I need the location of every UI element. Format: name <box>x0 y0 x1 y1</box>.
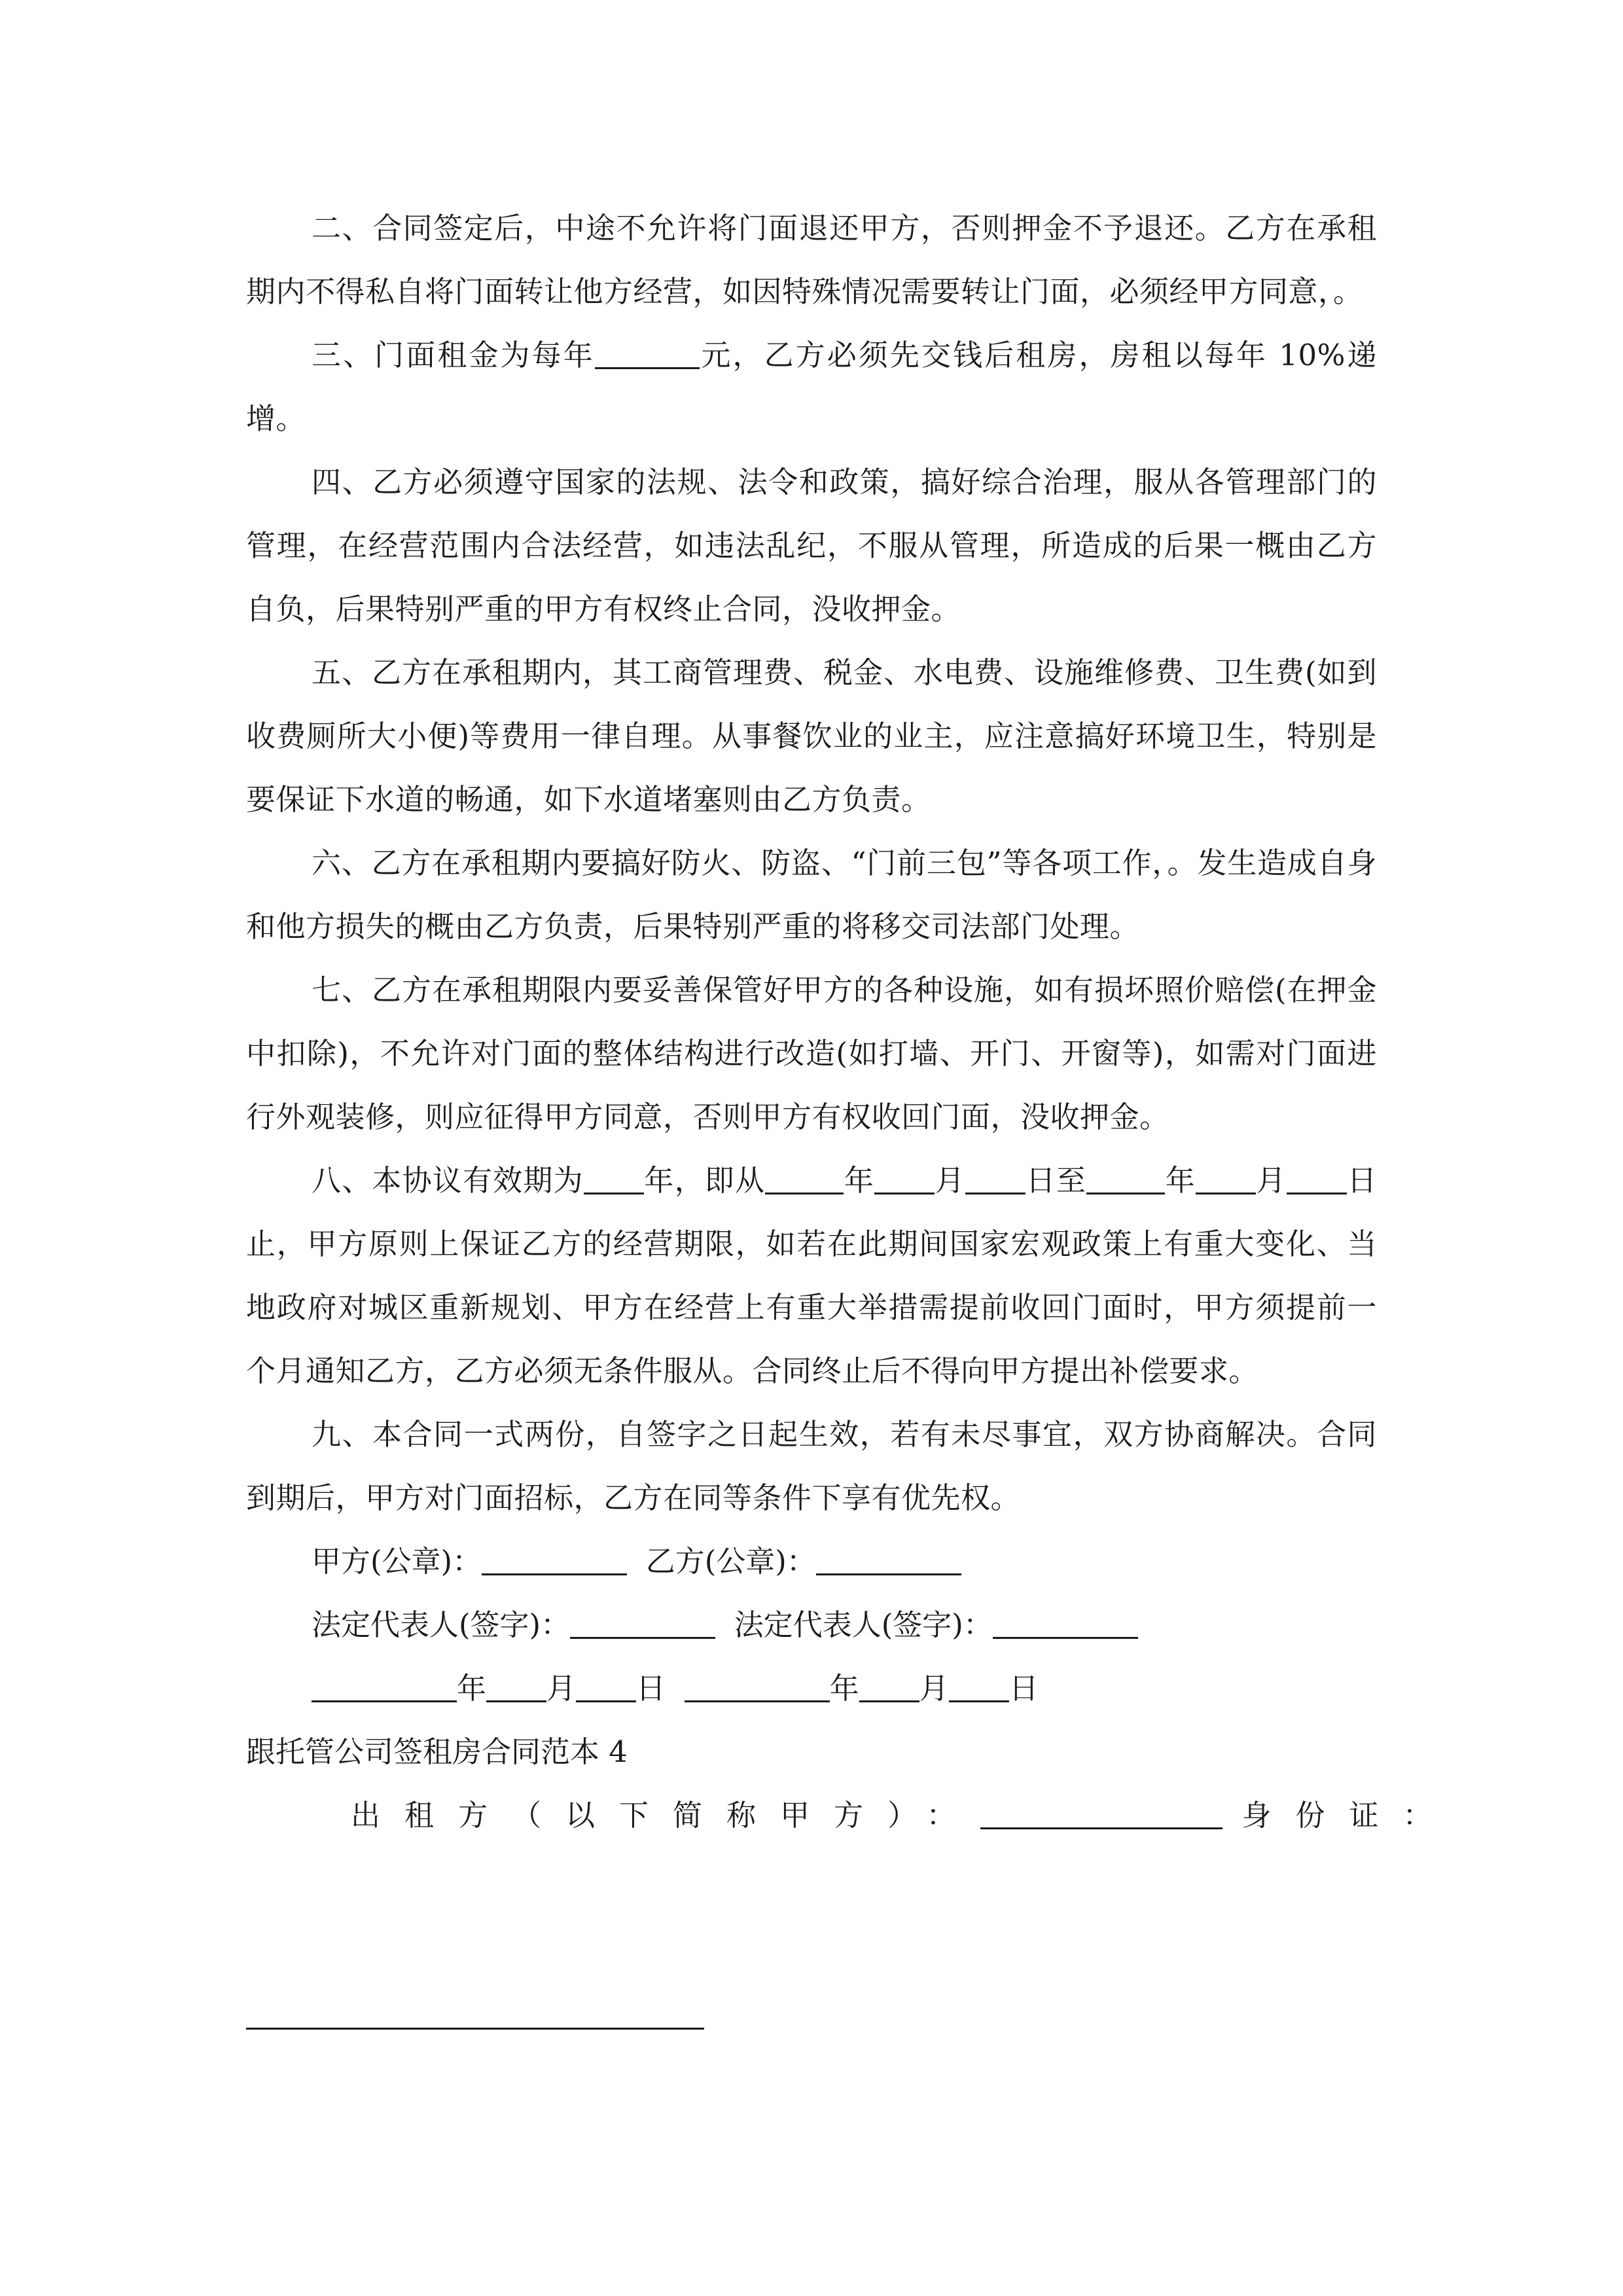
clause-5: 五、乙方在承租期内，其工商管理费、税金、水电费、设施维修费、卫生费(如到收费厕所大小便)等费用一律自理。从事餐饮业的业主，应注意搞好环境卫生，特别是要保证下水道的畅通，如下水道堵塞则由乙方负责。 <box>246 655 1377 817</box>
date-b-month-label: 月 <box>919 1671 949 1706</box>
date-a-year-label: 年 <box>457 1671 487 1706</box>
clause-8-to-label: 日至 <box>1025 1163 1087 1198</box>
id-card-label: 身份证： <box>1241 1798 1457 1833</box>
date-a-month-blank <box>486 1670 546 1702</box>
clause-4: 四、乙方必须遵守国家的法规、法令和政策，搞好综合治理，服从各管理部门的管理，在经营范围内合法经营，如违法乱纪，不服从管理，所造成的后果一概由乙方自负，后果特别严重的甲方有权终止合同，没收押金。 <box>246 465 1377 626</box>
clause-8-year-1: 年 <box>844 1163 875 1198</box>
rep-a-blank <box>570 1607 715 1639</box>
seal-line <box>246 1530 1377 1593</box>
rep-a-label: 法定代表人(签字)： <box>312 1607 571 1642</box>
date-b-day-label: 日 <box>1008 1671 1039 1706</box>
party-a-seal-blank <box>482 1543 627 1575</box>
clause-2: 二、合同签定后，中途不允许将门面退还甲方，否则押金不予退还。乙方在承租期内不得私自将门面转让他方经营，如因特殊情况需要转让门面，必须经甲方同意，。 <box>246 211 1377 309</box>
id-number-blank <box>246 2028 704 2030</box>
lessor-label: 出租方（以下简称甲方）： <box>351 1798 980 1833</box>
date-a-day-label: 日 <box>636 1671 666 1706</box>
clause-7: 七、乙方在承租期限内要妥善保管好甲方的各种设施，如有损坏照价赔偿(在押金中扣除)，不允许对门面的整体结构进行改造(如打墙、开门、开窗等)，如需对门面进行外观装修，则应征得甲方同意，否则甲方有权收回门面，没收押金。 <box>246 973 1377 1134</box>
date-a-month-label: 月 <box>546 1671 577 1706</box>
date-a-year-blank <box>312 1670 457 1702</box>
party-b-seal-label: 乙方(公章)： <box>645 1544 816 1579</box>
start-month-blank <box>874 1162 935 1194</box>
next-contract-title: 跟托管公司签租房合同范本 4 <box>246 1734 628 1769</box>
end-month-blank <box>1196 1162 1256 1194</box>
clause-3-start: 三、门面租金为每年 <box>312 338 595 372</box>
date-line <box>246 1657 1377 1720</box>
date-b-day-blank <box>949 1670 1009 1702</box>
clause-3 <box>246 323 1377 450</box>
rep-b-blank <box>993 1607 1138 1639</box>
start-day-blank <box>965 1162 1026 1194</box>
clause-8-month-2: 月 <box>1255 1163 1287 1198</box>
term-years-blank <box>584 1162 644 1194</box>
rep-b-label: 法定代表人(签字)： <box>734 1607 993 1642</box>
clause-8-from-label: 年，即从 <box>643 1163 766 1198</box>
rent-amount-blank <box>595 337 700 369</box>
end-day-blank <box>1287 1162 1347 1194</box>
clause-8-rest: 日止，甲方原则上保证乙方的经营期限，如若在此期间国家宏观政策上有重大变化、当地政府对城区重新规划、甲方在经营上有重大举措需提前收回门面时，甲方须提前一个月通知乙方，乙方必须无条件服从。合同终止后不得向甲方提出补偿要求。 <box>246 1163 1377 1388</box>
start-year-blank <box>765 1162 844 1194</box>
contract-body <box>246 196 1457 1847</box>
clause-9: 九、本合同一式两份，自签字之日起生效，若有未尽事宜，双方协商解决。合同到期后，甲方对门面招标，乙方在同等条件下享有优先权。 <box>246 1417 1377 1515</box>
clause-6: 六、乙方在承租期内要搞好防火、防盗、“门前三包”等各项工作，。发生造成自身和他方损失的概由乙方负责，后果特别严重的将移交司法部门处理。 <box>246 846 1377 944</box>
date-b-year-label: 年 <box>829 1671 859 1706</box>
lessor-line <box>246 1784 1457 1847</box>
clause-3-end: 元，乙方必须先交钱后租房，房租以每年 10%递增。 <box>246 338 1377 436</box>
clause-8 <box>246 1149 1377 1403</box>
lessor-name-blank <box>980 1797 1222 1829</box>
representative-line <box>246 1593 1377 1657</box>
clause-8-term-label: 八、本协议有效期为 <box>312 1163 584 1198</box>
party-a-seal-label: 甲方(公章)： <box>312 1544 482 1579</box>
clause-8-year-2: 年 <box>1165 1163 1196 1198</box>
date-b-year-blank <box>685 1670 830 1702</box>
date-b-month-blank <box>859 1670 919 1702</box>
party-b-seal-blank <box>816 1543 961 1575</box>
clause-8-month-1: 月 <box>935 1163 965 1198</box>
date-a-day-blank <box>576 1670 636 1702</box>
end-year-blank <box>1086 1162 1165 1194</box>
